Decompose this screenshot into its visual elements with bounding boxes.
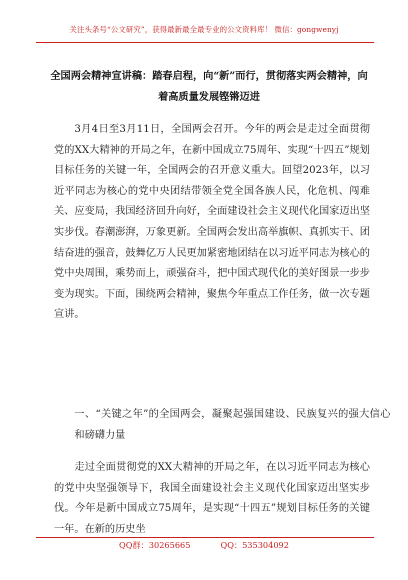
footer-qq-group: QQ群：30265665 xyxy=(119,540,191,550)
header-banner: 关注头条号“公文研究”，获得最新最全最专业的公文资料库！ 微信：gongwenyj xyxy=(69,25,339,34)
body-paragraph-1: 3月4日至3月11日，全国两会召开。今年的两会是走过全面贯彻党的XX大精神的开局之年，在新中国成立75周年、实现“十四五”规划目标任务的关键一年，全国两会的召开意义重大。回望2023年，以习近平同志为核心的党中央团结带领全党全国各族人民，化危机、闯难关、应变局，我国经济回升向好，全面建设社会主义现代化国家迈出坚实步伐。春潮澎湃，万象更新。全国两会发出高举旗帜、真抓实干、团结奋进的强音，鼓舞亿万人民更加紧密地团结在以习近平同志为核心的党中央周围，乘势而上，顽强奋斗，把中国式现代化的美好图景一步步变为现实。下面，围绕两会精神，聚焦今年重点工作任务，做一次专题宣讲。 xyxy=(54,124,370,321)
footer-qq-number: QQ：535304092 xyxy=(220,540,289,550)
footer-divider xyxy=(36,537,374,538)
header-divider xyxy=(36,42,374,43)
section-heading: 一、“关键之年”的全国两会，凝聚起强国建设、民族复兴的强大信心和磅礴力量 xyxy=(74,409,391,441)
body-paragraph-2: 走过全面贯彻党的XX大精神的开局之年，在以习近平同志为核心的党中央坚强领导下，我国全面建设社会主义现代化国家迈出坚实步伐。今年是新中国成立75周年，是实现“十四五”规划目标任务的关键一年。在新的历史坐 xyxy=(54,462,370,535)
footer-contacts xyxy=(0,540,408,551)
document-title: 全国两会精神宣讲稿：踏春启程，向“新”而行，贯彻落实两会精神，向着高质量发展铿锵迈进 xyxy=(50,70,368,103)
